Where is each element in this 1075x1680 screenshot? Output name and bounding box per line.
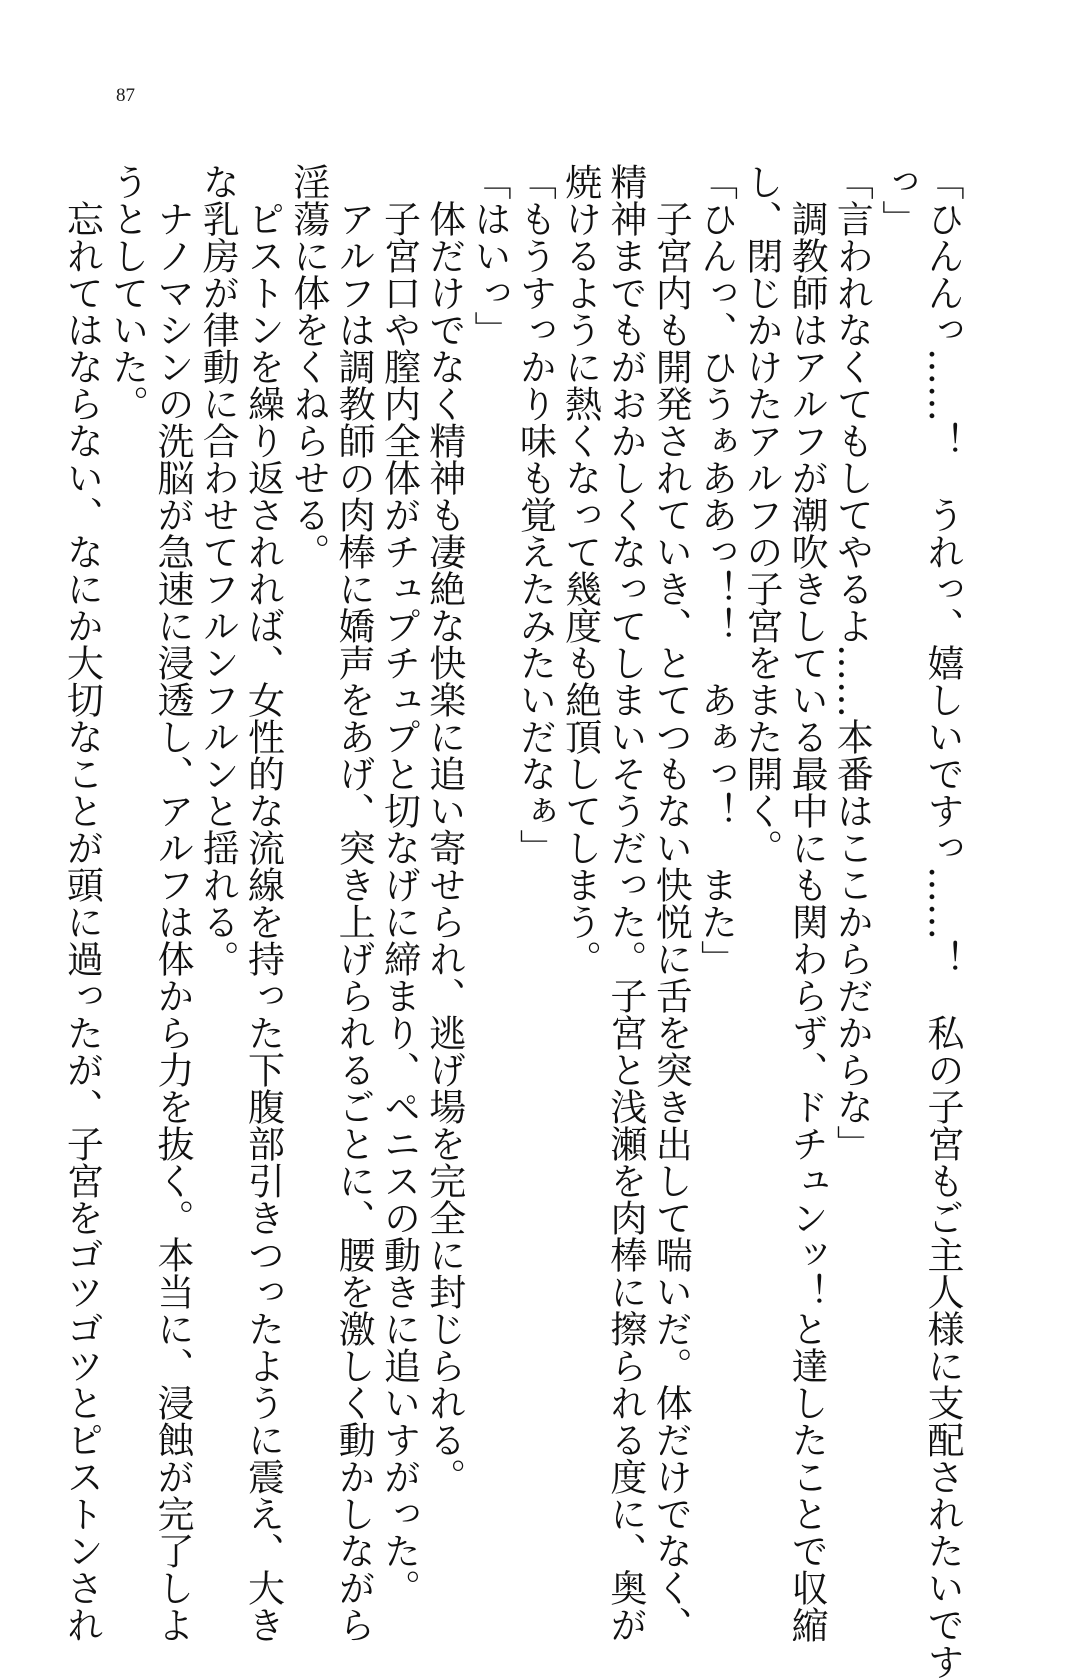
text-line: な乳房が律動に合わせてフルンフルンと揺れる。 <box>196 163 240 977</box>
text-line: 焼けるように熱くなって幾度も絶頂してしまう。 <box>558 163 602 977</box>
text-line: 精神までもがおかしくなってしまいそうだった。子宮と浅瀬を肉棒に擦られる度に、奥が <box>603 163 647 1643</box>
vertical-body-text <box>59 163 965 1680</box>
text-line: 「ひんっ、ひうぁああっ！！ あぁっ！ また」 <box>694 163 738 977</box>
text-line: アルフは調教師の肉棒に嬌声をあげ、突き上げられるごとに、腰を激しく動かしながら <box>332 163 376 1643</box>
text-line: ピストンを繰り返されれば、女性的な流線を持った下腹部引きつったように震え、大き <box>241 163 285 1643</box>
text-line: っ」 <box>875 163 919 237</box>
page-number: 87 <box>116 85 135 106</box>
text-line: 忘れてはならない、なにか大切なことが頭に過ったが、子宮をゴツゴツとピストンされ <box>60 163 104 1643</box>
text-line: 「言われなくてもしてやるよ……本番はここからだからな」 <box>830 163 874 1162</box>
text-line: 体だけでなく精神も凄絶な快楽に追い寄せられ、逃げ場を完全に封じられる。 <box>422 163 466 1495</box>
text-line: 子宮内も開発されていき、とてつもない快悦に舌を突き出して喘いだ。体だけでなく、 <box>649 163 693 1643</box>
text-line: 「ひんんっ……！ うれっ、嬉しいですっ……！ 私の子宮もご主人様に支配されたいです <box>921 163 964 1680</box>
text-line: うとしていた。 <box>105 163 149 422</box>
text-line: 「はいっ」 <box>468 163 512 348</box>
text-line: ナノマシンの洗脳が急速に浸透し、アルフは体から力を抜く。本当に、浸蝕が完了しよ <box>150 163 194 1643</box>
text-line: し、閉じかけたアルフの子宮をまた開く。 <box>739 163 783 866</box>
text-line: 調教師はアルフが潮吹きしている最中にも関わらず、ドチュンッ！と達したことで収縮 <box>785 163 829 1643</box>
text-line: 「もうすっかり味も覚えたみたいだなぁ」 <box>513 163 557 866</box>
text-line: 淫蕩に体をくねらせる。 <box>286 163 330 570</box>
text-line: 子宮口や膣内全体がチュプチュプと切なげに締まり、ペニスの動きに追いすがった。 <box>377 163 421 1606</box>
